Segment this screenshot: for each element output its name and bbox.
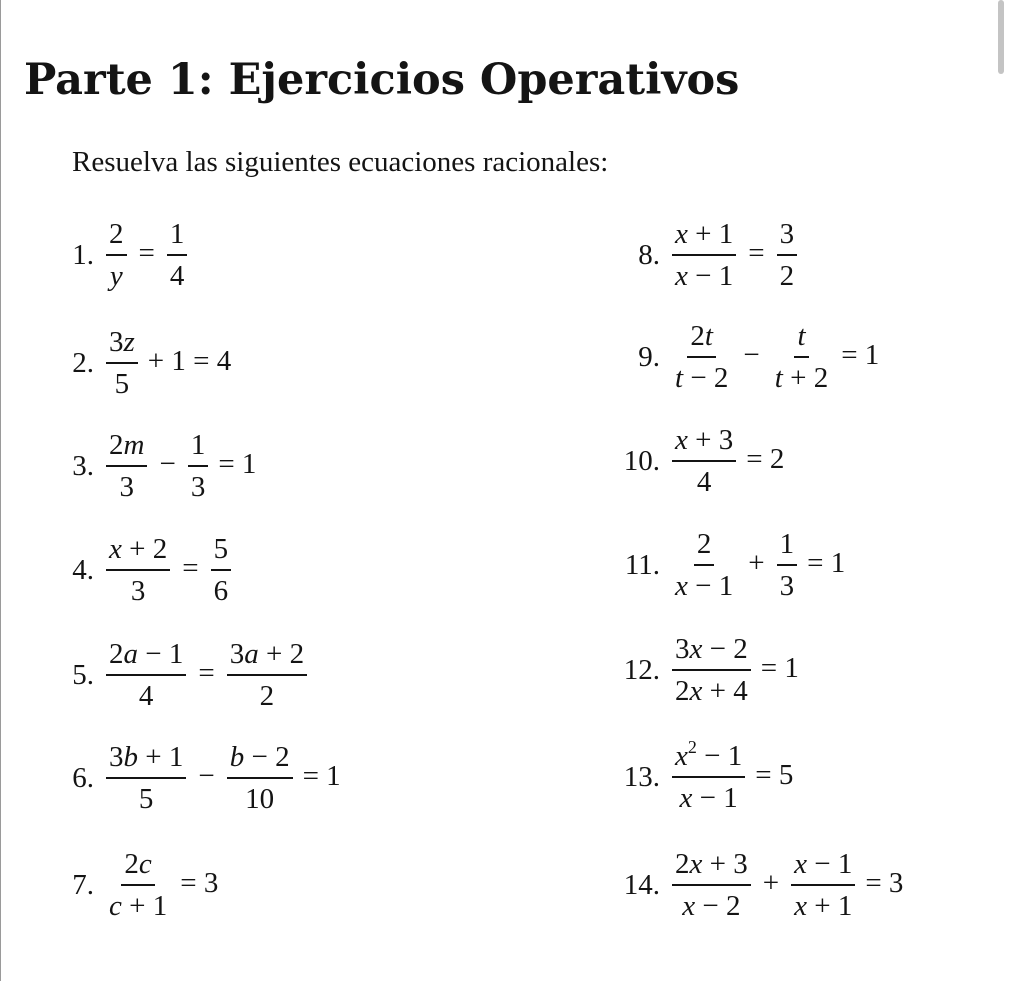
scrollbar-thumb[interactable] xyxy=(998,0,1004,74)
exercise-number: 8. xyxy=(638,238,660,271)
equation: $\frac{3z}{5}$ + 1 = 4 xyxy=(102,325,231,401)
instructions: Resuelva las siguientes ecuaciones racionales: xyxy=(72,146,609,178)
equation: $\frac{2}{x - 1}$ + $\frac{1}{3}$ = 1 xyxy=(675,528,846,602)
exercise-number: 1. xyxy=(72,238,94,271)
exercise-number: 7. xyxy=(72,868,94,901)
exercise-2 xyxy=(56,318,231,408)
equation: $\frac{2t}{t - 2}$ − $\frac{t}{t + 2}$ = 1 xyxy=(675,320,880,394)
page-left-border xyxy=(0,0,1,981)
equation: $\frac{3b + 1}{5}$ − $\frac{b - 2}{10}$ = 1 xyxy=(102,740,341,816)
exercise-6 xyxy=(56,733,341,823)
exercise-4 xyxy=(56,525,235,615)
exercise-14 xyxy=(590,840,903,930)
exercise-7 xyxy=(56,840,218,930)
exercise-number: 14. xyxy=(623,868,660,901)
equation: $\frac{2c}{c + 1}$ = 3 xyxy=(109,848,219,922)
page-title: Parte 1: Ejercicios Operativos xyxy=(24,55,740,105)
exercise-number: 5. xyxy=(72,658,94,691)
equation: $\frac{x + 1}{x - 1}$ = $\frac{3}{2}$ xyxy=(668,217,801,293)
exercise-10 xyxy=(590,416,784,506)
exercise-number: 12. xyxy=(623,653,660,686)
exercise-9 xyxy=(590,312,879,402)
exercise-number: 11. xyxy=(624,548,660,581)
equation: $\frac{2}{y}$ = $\frac{1}{4}$ xyxy=(102,217,191,293)
equation: $\frac{3x - 2}{2x + 4}$ = 1 xyxy=(668,632,799,708)
exercise-5 xyxy=(56,630,311,720)
exercise-number: 6. xyxy=(72,761,94,794)
exercise-number: 10. xyxy=(623,444,660,477)
exercise-3 xyxy=(56,421,256,511)
equation: $\frac{2a - 1}{4}$ = $\frac{3a + 2}{2}$ xyxy=(102,637,311,713)
exercise-13 xyxy=(590,732,793,822)
exercise-12 xyxy=(590,625,799,715)
exercise-number: 2. xyxy=(72,346,94,379)
equation: $\frac{x + 3}{4}$ = 2 xyxy=(668,423,784,499)
exercise-1 xyxy=(56,210,191,300)
exercise-number: 4. xyxy=(72,553,94,586)
equation: $\frac{x + 2}{3}$ = $\frac{5}{6}$ xyxy=(102,532,235,608)
exercise-number: 13. xyxy=(623,760,660,793)
equation: $\frac{x^2 - 1}{x - 1}$ = 5 xyxy=(668,739,793,815)
exercise-8 xyxy=(590,210,801,300)
equation: $\frac{2m}{3}$ − $\frac{1}{3}$ = 1 xyxy=(102,428,256,504)
equation: $\frac{2x + 3}{x - 2}$ + $\frac{x - 1}{x + 1}$ = 3 xyxy=(668,847,903,923)
exercise-number: 9. xyxy=(638,340,660,373)
exercise-11 xyxy=(590,520,845,610)
exercise-number: 3. xyxy=(72,449,94,482)
